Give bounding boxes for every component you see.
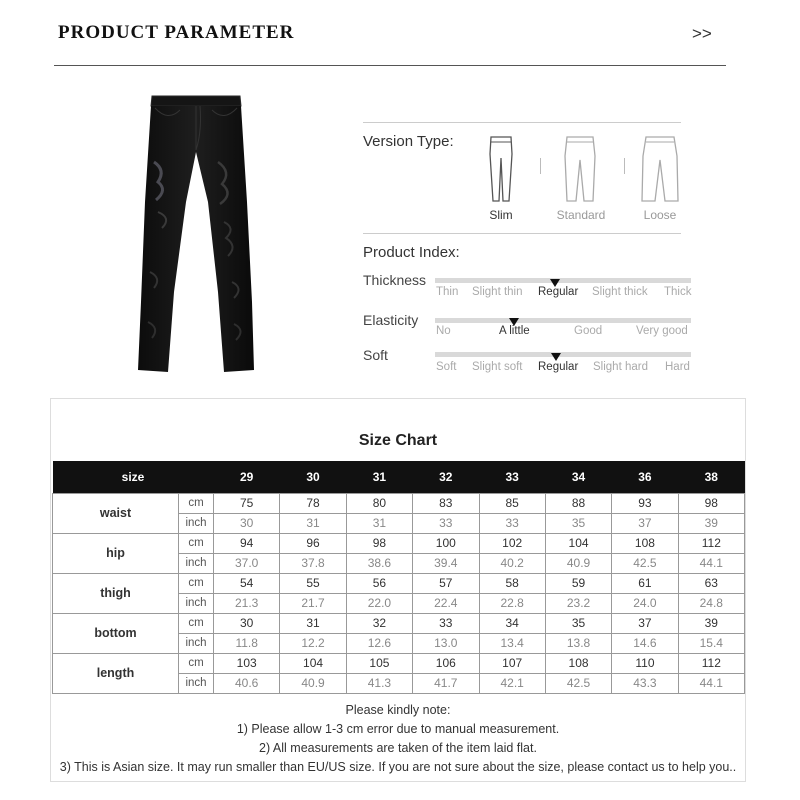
table-cell: 22.4: [413, 593, 479, 613]
table-cell: 56: [346, 573, 412, 593]
table-cell: 42.1: [479, 673, 545, 693]
table-cell: 34: [479, 613, 545, 633]
table-cell: 39.4: [413, 553, 479, 573]
slim-pants-icon: [484, 134, 518, 204]
table-cell: 75: [214, 493, 280, 513]
table-cell: 57: [413, 573, 479, 593]
size-column-header: 38: [678, 461, 744, 493]
table-cell: 85: [479, 493, 545, 513]
table-cell: 63: [678, 573, 744, 593]
table-cell: 93: [612, 493, 678, 513]
table-cell: 37: [612, 513, 678, 533]
size-column-header: 29: [214, 461, 280, 493]
table-cell: 110: [612, 653, 678, 673]
table-cell: 98: [346, 533, 412, 553]
size-chart-table: [52, 461, 745, 694]
unit-label: cm: [179, 613, 214, 633]
elasticity-track: [435, 318, 691, 323]
table-cell: 61: [612, 573, 678, 593]
table-row: [53, 573, 745, 593]
version-separator: [624, 158, 625, 174]
table-cell: 39: [678, 613, 744, 633]
thickness-track: [435, 278, 691, 283]
header-divider: [54, 65, 726, 66]
version-slim: Slim: [489, 208, 513, 222]
elasticity-tick-selected: A little: [499, 325, 530, 337]
unit-label: inch: [179, 553, 214, 573]
size-header-row: [53, 461, 745, 493]
size-column-header: 30: [280, 461, 346, 493]
table-cell: 15.4: [678, 633, 744, 653]
size-column-header: 31: [346, 461, 412, 493]
size-header-label: size: [53, 461, 214, 493]
table-cell: 100: [413, 533, 479, 553]
size-column-header: 34: [545, 461, 611, 493]
table-cell: 13.0: [413, 633, 479, 653]
unit-label: cm: [179, 493, 214, 513]
soft-tick: Hard: [665, 361, 690, 373]
table-cell: 88: [545, 493, 611, 513]
table-cell: 42.5: [545, 673, 611, 693]
section-divider: [363, 233, 681, 234]
table-cell: 108: [612, 533, 678, 553]
table-cell: 40.9: [280, 673, 346, 693]
table-cell: 103: [214, 653, 280, 673]
version-type-label: Version Type:: [363, 133, 454, 150]
table-cell: 54: [214, 573, 280, 593]
table-cell: 35: [545, 513, 611, 533]
table-cell: 104: [545, 533, 611, 553]
table-cell: 78: [280, 493, 346, 513]
table-cell: 55: [280, 573, 346, 593]
table-cell: 23.2: [545, 593, 611, 613]
table-cell: 30: [214, 613, 280, 633]
table-cell: 59: [545, 573, 611, 593]
table-cell: 112: [678, 533, 744, 553]
version-standard: Standard: [556, 208, 606, 222]
table-cell: 96: [280, 533, 346, 553]
table-row: [53, 493, 745, 513]
loose-pants-icon: [638, 134, 682, 204]
soft-track: [435, 352, 691, 357]
table-cell: 41.7: [413, 673, 479, 693]
measurement-name: bottom: [53, 613, 179, 653]
standard-pants-icon: [560, 134, 600, 204]
thickness-tick: Slight thick: [592, 286, 648, 298]
table-cell: 98: [678, 493, 744, 513]
size-column-header: 36: [612, 461, 678, 493]
product-index-label: Product Index:: [363, 244, 460, 261]
soft-tick: Slight hard: [593, 361, 648, 373]
note-title: Please kindly note:: [345, 703, 451, 717]
unit-label: cm: [179, 653, 214, 673]
soft-tick: Soft: [436, 361, 457, 373]
measurement-name: waist: [53, 493, 179, 533]
table-cell: 22.0: [346, 593, 412, 613]
table-cell: 40.9: [545, 553, 611, 573]
table-cell: 30: [214, 513, 280, 533]
table-row: [53, 613, 745, 633]
table-cell: 33: [413, 513, 479, 533]
table-cell: 40.2: [479, 553, 545, 573]
table-cell: 31: [346, 513, 412, 533]
table-cell: 44.1: [678, 673, 744, 693]
thickness-tick: Thin: [436, 286, 459, 298]
table-cell: 58: [479, 573, 545, 593]
note-line: 2) All measurements are taken of the item laid flat.: [259, 741, 537, 755]
note-line: 3) This is Asian size. It may run smaller than EU/US size. If you are not sure about the size, please contact us to help you..: [59, 760, 737, 774]
table-cell: 31: [280, 613, 346, 633]
next-arrow-icon[interactable]: >>: [692, 24, 712, 43]
table-cell: 22.8: [479, 593, 545, 613]
table-cell: 33: [479, 513, 545, 533]
soft-tick: Slight soft: [472, 361, 523, 373]
table-cell: 32: [346, 613, 412, 633]
table-cell: 24.8: [678, 593, 744, 613]
table-cell: 102: [479, 533, 545, 553]
size-column-header: 32: [413, 461, 479, 493]
product-image: [128, 92, 263, 377]
elasticity-tick: No: [436, 325, 451, 337]
measurement-name: thigh: [53, 573, 179, 613]
version-loose: Loose: [643, 208, 677, 222]
measurement-name: hip: [53, 533, 179, 573]
table-row: [53, 533, 745, 553]
version-separator: [540, 158, 541, 174]
page-title: PRODUCT PARAMETER: [58, 22, 295, 43]
table-cell: 21.7: [280, 593, 346, 613]
table-cell: 42.5: [612, 553, 678, 573]
soft-tick-selected: Regular: [538, 361, 579, 373]
size-column-header: 33: [479, 461, 545, 493]
table-cell: 24.0: [612, 593, 678, 613]
table-cell: 37.8: [280, 553, 346, 573]
table-cell: 83: [413, 493, 479, 513]
table-cell: 40.6: [214, 673, 280, 693]
elasticity-tick: Very good: [636, 325, 688, 337]
unit-label: inch: [179, 633, 214, 653]
thickness-tick: Thick: [664, 286, 692, 298]
table-cell: 31: [280, 513, 346, 533]
unit-label: inch: [179, 673, 214, 693]
table-cell: 37: [612, 613, 678, 633]
unit-label: inch: [179, 593, 214, 613]
table-cell: 43.3: [612, 673, 678, 693]
table-cell: 13.4: [479, 633, 545, 653]
measurement-name: length: [53, 653, 179, 693]
table-cell: 21.3: [214, 593, 280, 613]
table-cell: 11.8: [214, 633, 280, 653]
section-divider: [363, 122, 681, 123]
table-cell: 107: [479, 653, 545, 673]
thickness-tick-selected: Regular: [538, 286, 579, 298]
table-cell: 108: [545, 653, 611, 673]
unit-label: cm: [179, 533, 214, 553]
table-cell: 104: [280, 653, 346, 673]
table-cell: 112: [678, 653, 744, 673]
thickness-label: Thickness: [363, 272, 427, 288]
size-chart-title: Size Chart: [358, 432, 438, 449]
table-cell: 39: [678, 513, 744, 533]
table-cell: 37.0: [214, 553, 280, 573]
soft-label: Soft: [363, 347, 388, 363]
table-cell: 13.8: [545, 633, 611, 653]
elasticity-label: Elasticity: [363, 312, 419, 328]
unit-label: inch: [179, 513, 214, 533]
unit-label: cm: [179, 573, 214, 593]
table-cell: 12.2: [280, 633, 346, 653]
table-cell: 105: [346, 653, 412, 673]
table-cell: 33: [413, 613, 479, 633]
table-cell: 80: [346, 493, 412, 513]
table-cell: 14.6: [612, 633, 678, 653]
thickness-tick: Slight thin: [472, 286, 523, 298]
table-cell: 35: [545, 613, 611, 633]
table-cell: 44.1: [678, 553, 744, 573]
table-cell: 106: [413, 653, 479, 673]
table-row: [53, 653, 745, 673]
table-cell: 38.6: [346, 553, 412, 573]
table-cell: 12.6: [346, 633, 412, 653]
note-line: 1) Please allow 1-3 cm error due to manual measurement.: [236, 722, 560, 736]
soft-marker-icon: [551, 353, 561, 361]
elasticity-tick: Good: [574, 325, 603, 337]
table-cell: 41.3: [346, 673, 412, 693]
table-cell: 94: [214, 533, 280, 553]
